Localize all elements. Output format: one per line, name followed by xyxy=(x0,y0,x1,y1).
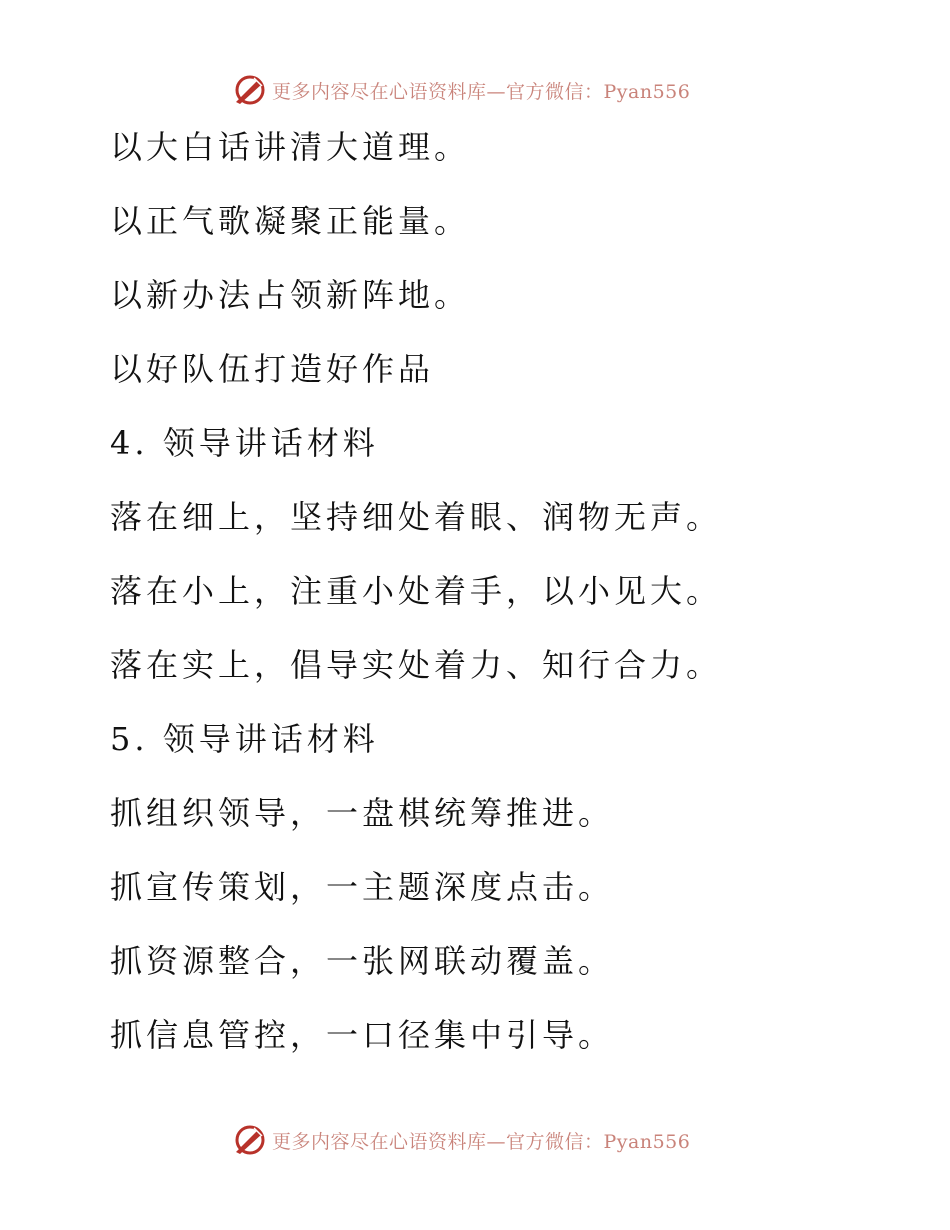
text-line: 落在实上，倡导实处着力、知行合力。 xyxy=(110,646,723,684)
text-line: 落在细上，坚持细处着眼、润物无声。 xyxy=(110,498,723,536)
footer-banner-text: 更多内容尽在心语资料库—官方微信：Pyan556 xyxy=(272,1130,691,1153)
text-line: 以大白话讲清大道理。 xyxy=(110,128,471,166)
footer-banner xyxy=(232,1120,690,1160)
document-body xyxy=(110,110,910,1072)
text-line: 抓组织领导，一盘棋统筹推进。 xyxy=(110,794,615,832)
text-line: 抓信息管控，一口径集中引导。 xyxy=(110,1016,615,1054)
header-banner xyxy=(232,70,690,110)
pen-circle-logo-icon xyxy=(232,1122,268,1158)
section-heading: 4. 领导讲话材料 xyxy=(110,424,379,462)
pen-circle-logo-icon xyxy=(232,72,268,108)
text-line: 以新办法占领新阵地。 xyxy=(110,276,471,314)
text-line: 抓资源整合，一张网联动覆盖。 xyxy=(110,942,615,980)
header-banner-text: 更多内容尽在心语资料库—官方微信：Pyan556 xyxy=(272,80,691,103)
text-line: 以正气歌凝聚正能量。 xyxy=(110,202,471,240)
text-line: 以好队伍打造好作品 xyxy=(110,350,435,388)
text-line: 落在小上，注重小处着手，以小见大。 xyxy=(110,572,723,610)
text-line: 抓宣传策划，一主题深度点击。 xyxy=(110,868,615,906)
section-heading: 5. 领导讲话材料 xyxy=(110,720,379,758)
